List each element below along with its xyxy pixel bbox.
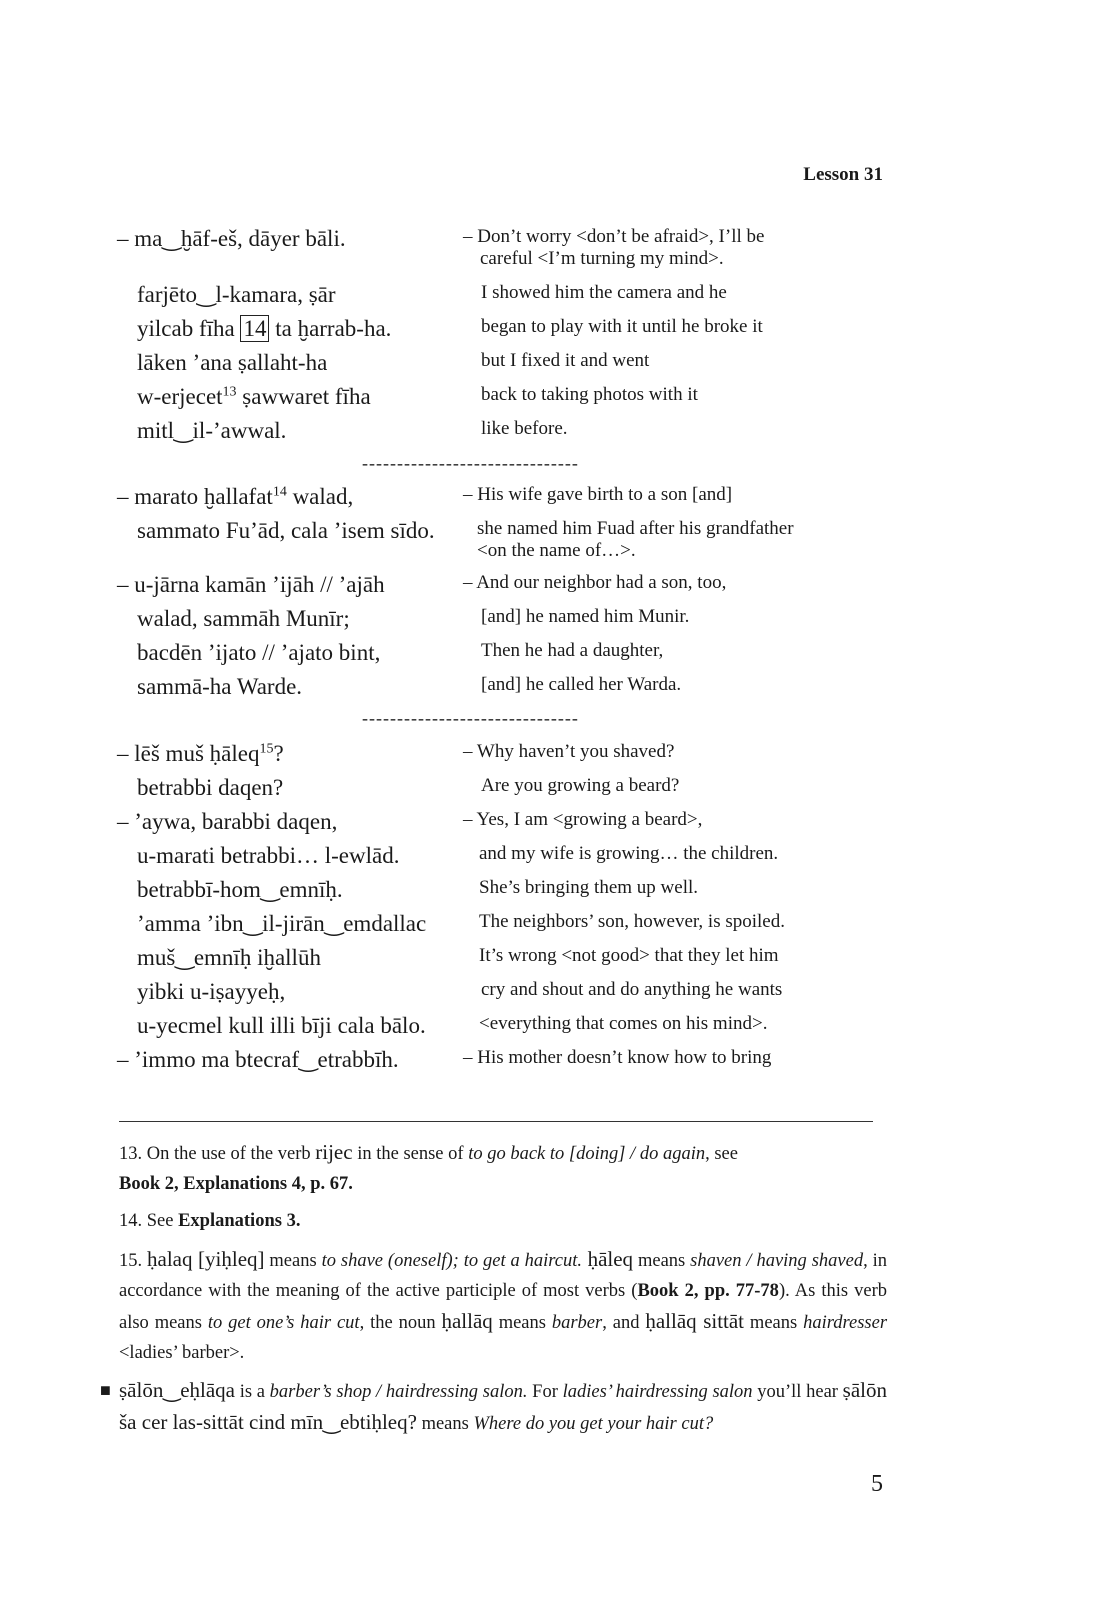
arabic-text: yibki u-iṣayyeḥ, (137, 979, 286, 1004)
english-text: back to taking photos with it (481, 384, 698, 405)
english-text: she named him Fuad after his grandfather <on the name of…>. (477, 518, 794, 561)
dialogue-line (0, 911, 1104, 945)
page-number: 5 (871, 1471, 883, 1497)
arabic-text: ’amma ’ibn‿il-jirān‿emdallac (137, 911, 427, 936)
english-text: – His wife gave birth to a son [and] (463, 484, 733, 505)
dialogue-line (0, 843, 1104, 877)
arabic-text: u-yecmel kull illi bīji cala bālo. (137, 1013, 426, 1038)
arabic-text: – ’aywa, barabbi daqen, (117, 809, 338, 834)
footnote-ref: 14 (272, 484, 287, 500)
english-text: like before. (481, 418, 568, 439)
section-divider: ------------------------------- (362, 708, 579, 728)
dialogue-line (0, 350, 1104, 384)
dialogue-line (0, 979, 1104, 1013)
bullet-icon: ■ (100, 1380, 111, 1400)
arabic-text: farjēto‿l-kamara, ṣār (137, 282, 336, 307)
english-text: – Don’t worry <don’t be afraid>, I’ll be careful <I’m turning my mind>. (463, 226, 765, 269)
section-divider: ------------------------------- (362, 453, 579, 473)
dialogue-line (0, 1013, 1104, 1047)
dialogue-line (0, 606, 1104, 640)
dialogue-line (0, 877, 1104, 911)
footnote-ref: 13 (222, 384, 237, 400)
footnote-15: 15. ḥalaq [yiḥleq] means to shave (oneself); to get a haircut. ḥāleq means shaven / having shaved, in accordance with the meaning of the active participle of most verbs (Book 2, pp. 77-78). As this verb also means to get one’s hair cut, the noun ḥallāq means barber, and ḥallāq sittāt means hairdresser <ladies’ barber>. (119, 1247, 888, 1363)
english-text: [and] he named him Munir. (481, 606, 690, 627)
english-text: It’s wrong <not good> that they let him (479, 945, 779, 966)
dialogue-line (0, 809, 1104, 843)
english-text: began to play with it until he broke it (481, 316, 763, 337)
arabic-text: – lēš muš ḥāleq$^{15}$? (117, 741, 284, 766)
dialogue-line (0, 282, 1104, 316)
arabic-text: u-marati betrabbi… l-ewlād. (137, 843, 400, 868)
english-text: I showed him the camera and he (481, 282, 727, 303)
english-text: The neighbors’ son, however, is spoiled. (479, 911, 785, 932)
english-text: – His mother doesn’t know how to bring (463, 1047, 772, 1068)
arabic-text: lāken ’ana ṣallaht-ha (137, 350, 328, 375)
footnote-14: 14. See Explanations 3. (119, 1211, 301, 1231)
footnote-13: 13. On the use of the verb rijec in the sense of to go back to [doing] / do again, see Book 2, Explanations 4, p. 67. (119, 1140, 738, 1194)
dialogue-line (0, 484, 1104, 518)
arabic-text: – u-jārna kamān ’ijāh // ’ajāh (117, 572, 385, 597)
english-text: <everything that comes on his mind>. (479, 1013, 768, 1034)
english-text: Are you growing a beard? (481, 775, 680, 796)
arabic-text: yilcab fīha 14 ta ḫarrab-ha. (137, 316, 392, 341)
english-text: She’s bringing them up well. (479, 877, 699, 898)
english-text: – And our neighbor had a son, too, (463, 572, 727, 593)
arabic-text: – ma‿ḫāf-eš, dāyer bāli. (117, 226, 346, 251)
dialogue-line (0, 674, 1104, 708)
dialogue-line (0, 316, 1104, 350)
english-text: Then he had a daughter, (481, 640, 664, 661)
arabic-text: betrabbi daqen? (137, 775, 284, 800)
dialogue-line (0, 1047, 1104, 1081)
arabic-text: betrabbī-hom‿emnīḥ. (137, 877, 343, 902)
english-text: but I fixed it and went (481, 350, 650, 371)
arabic-text: sammā-ha Warde. (137, 674, 303, 699)
dialogue-line (0, 945, 1104, 979)
english-text: – Why haven’t you shaved? (463, 741, 675, 762)
english-text: cry and shout and do anything he wants (481, 979, 783, 1000)
arabic-text: sammato Fu’ād, cala ’isem sīdo. (137, 518, 435, 543)
dialogue-line (0, 418, 1104, 452)
dialogue-line (0, 384, 1104, 418)
english-text: – Yes, I am <growing a beard>, (463, 809, 703, 830)
arabic-text: walad, sammāh Munīr; (137, 606, 350, 631)
note-salon: ṣālōn‿eḥlāqa is a barber’s shop / hairdressing salon. For ladies’ hairdressing salon you’ll hear ṣālōn ša cer las-sittāt cind mīn‿ebtiḥleq? means Where do you get your hair cut? (119, 1378, 887, 1434)
english-text: and my wife is growing… the children. (479, 843, 779, 864)
exercise-number-box: 14 (240, 315, 269, 342)
dialogue-line (0, 518, 1104, 561)
footnote-ref: 15 (259, 741, 274, 757)
dialogue-line (0, 226, 1104, 269)
dialogue-line (0, 572, 1104, 606)
arabic-text: bacdēn ’ijato // ’ajato bint, (137, 640, 381, 665)
arabic-text: w-erjecet$^{13}$ ṣawwaret fīha (137, 384, 371, 409)
arabic-text: mitl‿il-’awwal. (137, 418, 287, 443)
arabic-text: – ’immo ma btecraf‿etrabbīh. (117, 1047, 399, 1072)
arabic-text: – marato ḫallafat$^{14}$ walad, (117, 484, 354, 509)
dialogue-line (0, 741, 1104, 775)
dialogue-line (0, 775, 1104, 809)
dialogue-line (0, 640, 1104, 674)
arabic-text: muš‿emnīḥ iḫallūh (137, 945, 321, 970)
english-text: [and] he called her Warda. (481, 674, 682, 695)
footnote-rule (119, 1121, 873, 1122)
lesson-header: Lesson 31 (803, 164, 883, 185)
